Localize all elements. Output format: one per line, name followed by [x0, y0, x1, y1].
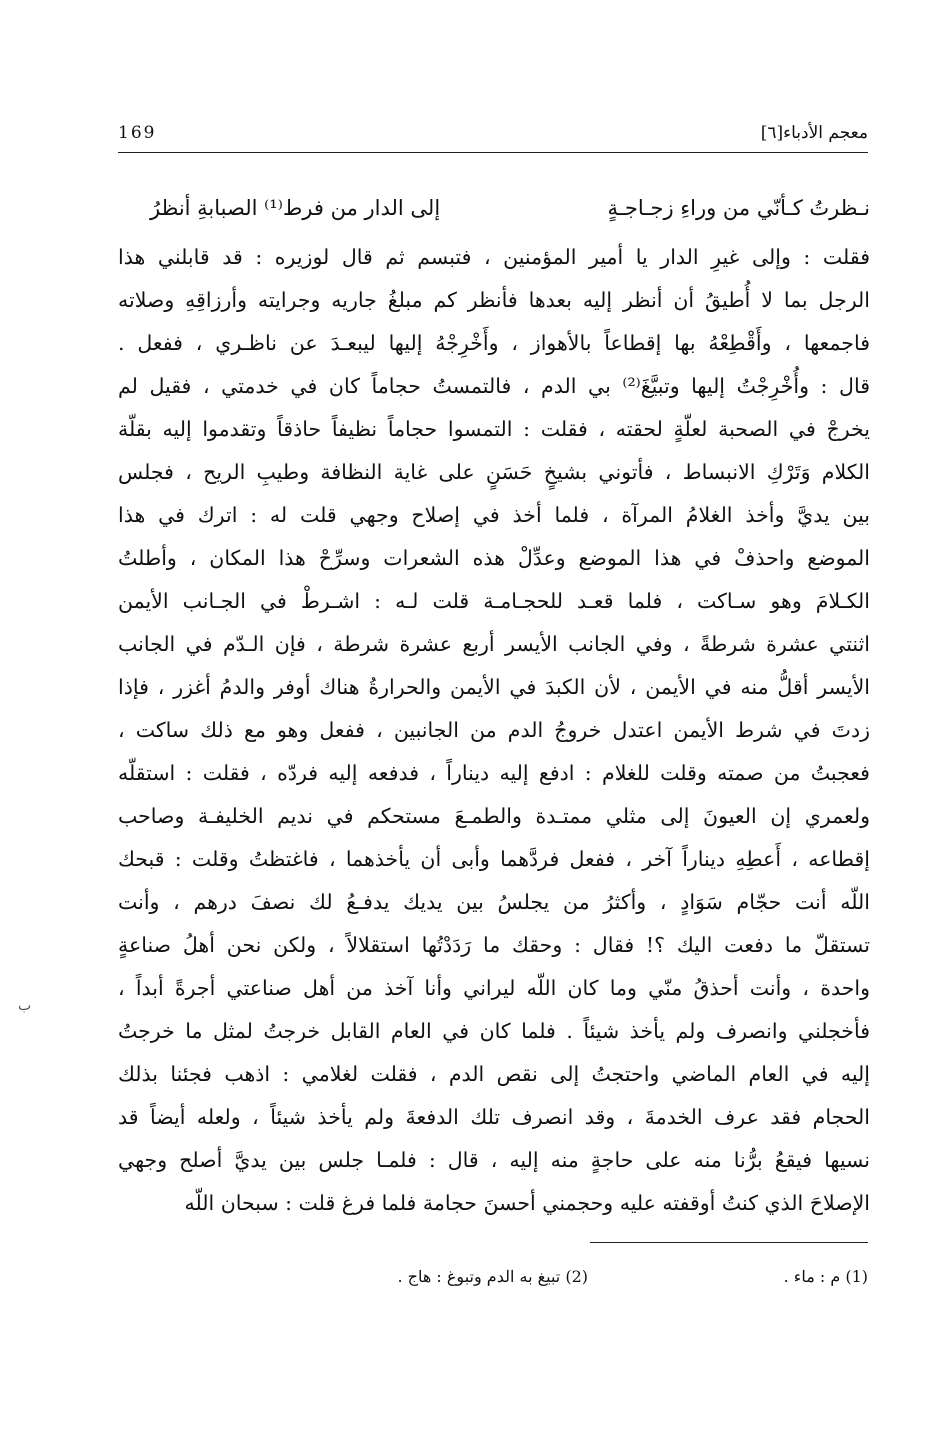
poem-hemistich-left: إلى الدار من فرط⁽¹⁾ الصبابةِ أنظرُ [150, 196, 441, 220]
page-header [118, 118, 868, 148]
text-line: ولعمري إن العيونَ إلى مثلي ممتـدة والطمـعَ مستحكم في نديم الخليفـة وصاحب [118, 804, 870, 828]
poem-verse [150, 186, 870, 230]
text-line: الموضع واحذفْ في هذا الموضع وعدِّلْ هذه الشعرات وسرِّحْ هذا المكان ، وأطلتُ [118, 546, 870, 570]
footnote-2: (2) تبيغ به الدم وتبوغ : هاج . [397, 1267, 588, 1286]
text-line: زدتَ في شرط الأيمن اعتدل خروجُ الدم من الجانبين ، ففعل وهو مع ذلك ساكت ، [118, 718, 870, 742]
text-line: الكـلامَ وهو سـاكت ، فلما قعـد للحجـامـة قلت لـه : اشـرطْ في الجـانب الأيمن [118, 589, 870, 613]
text-line: واحدة ، وأنت أحذقُ منّي وما كان اللّه ليراني وأنا آخذ من أهل صناعتي أجرةً أبداً ، [118, 976, 870, 1000]
text-line: الكلام وَتَرْكِ الانبساط ، فأتوني بشيخٍ حَسَنٍ على غاية النظافة وطيبِ الريح ، فجلس [118, 460, 870, 484]
text-line: فاجمعها ، وأَقْطِعْهُ بها إقطاعاً بالأهواز ، وأَخْرِجْهُ إليها ليبعـدَ عن ناظـري ، ففعل . [118, 331, 870, 355]
text-line: الرجل بما لا أُطيقُ أن أنظر إليه بعدها فأنظر كم مبلغُ جاريه وجرايته وأرزاقِهِ وصلاته [118, 288, 870, 312]
text-line: إليه في العام الماضي واحتجتُ إلى نقص الدم ، فقلت لغلامي : اذهب فجئنا بذلك [118, 1062, 870, 1086]
body-text [118, 236, 870, 1225]
text-line: اثنتي عشرة شرطةً ، وفي الجانب الأيسر أربع عشرة شرطة ، فإن الـدّم في الجانب [118, 632, 870, 656]
footnotes [118, 1262, 868, 1292]
text-line: اللّه أنت حجّام سَوَادٍ ، وأكثرُ من يجلسُ بين يديك يدفـعُ لك نصفَ درهم ، وأنت [118, 890, 870, 914]
text-line: بين يديَّ وأخذ الغلامُ المرآة ، فلما أخذ في إصلاح وجهي قلت له : اترك في هذا [118, 503, 870, 527]
text-line: فقلت : وإلى غيرِ الدار يا أمير المؤمنين ، فتبسم ثم قال لوزيره : قد قابلني هذا [118, 245, 870, 269]
text-line: نسيها فيقعُ برُّنا منه على حاجةٍ منه إليه ، قال : فلمـا جلس بين يديَّ أصلح وجهي [118, 1148, 870, 1172]
text-line: الإصلاحَ الذي كنتُ أوقفته عليه وحجمني أحسنَ حجامة فلما فرغ قلت : سبحان اللّه [184, 1191, 870, 1215]
footnote-divider [590, 1242, 868, 1243]
text-line: قال : وأُخْرِجْتُ إليها وتبيَّغَ⁽²⁾ بي الدم ، فالتمستُ حجاماً كان في خدمتي ، فقيل لم [118, 374, 870, 398]
margin-mark: ب [18, 998, 32, 1014]
text-line: فعجبتُ من صمته وقلت للغلام : ادفع إليه ديناراً ، فدفعه إليه فردّه ، فقلت : استقلّه [118, 761, 870, 785]
text-line: تستقلّ ما دفعت اليك ؟! فقال : وحقك ما رَدَدْتُها استقلالاً ، ولكن نحن أهلُ صناعةٍ [118, 933, 870, 957]
footnote-1: (1) م : ماء . [783, 1267, 868, 1286]
text-line: الحجام فقد عرف الخدمةَ ، وقد انصرف تلك الدفعةَ ولم يأخذ شيئاً ، ولعله أيضاً قد [118, 1105, 870, 1129]
header-divider [118, 152, 868, 153]
poem-hemistich-right: نـظرتُ كـأنّي من وراءِ زجـاجـةٍ [607, 196, 870, 220]
page-number: 169 [118, 123, 157, 143]
text-line: الأيسر أقلُّ منه في الأيمن ، لأن الكبدَ في الأيمن والحرارةُ هناك أوفر والدمُ أغزر ، فإذا [118, 675, 870, 699]
text-line: فأخجلني وانصرف ولم يأخذ شيئاً . فلما كان في العام القابل خرجتُ لمثل ما خرجتُ [118, 1019, 870, 1043]
text-line: يخرجْ في الصحبة لعلّةٍ لحقته ، فقلت : التمسوا حجاماً نظيفاً حاذقاً وتقدموا إليه بقلّة [118, 417, 870, 441]
book-title: معجم الأدباء[٦] [760, 123, 868, 143]
text-line: إقطاعه ، أَعطِهِ ديناراً آخر ، ففعل فردَّهما وأبى أن يأخذهما ، فاغتظتُ وقلت : قبحك [118, 847, 870, 871]
